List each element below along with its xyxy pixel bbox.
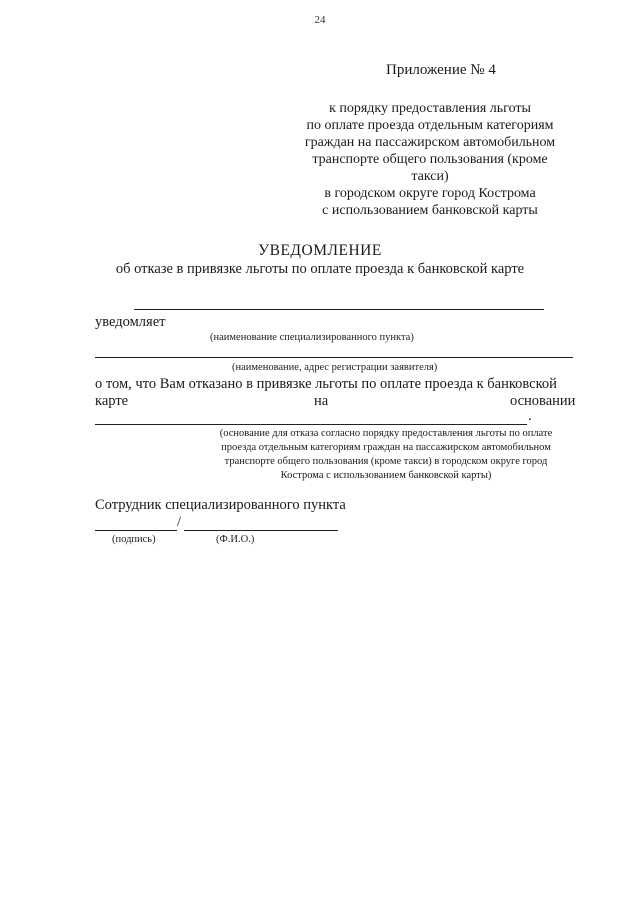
point-name-hint: (наименование специализированного пункта) — [210, 332, 414, 343]
basis-hint — [196, 427, 576, 483]
refusal-word-card: карте — [95, 393, 129, 409]
basis-line — [95, 424, 527, 425]
appendix-description-line: транспорте общего пользования (кроме — [312, 152, 548, 167]
page-number: 24 — [314, 14, 326, 26]
fio-hint: (Ф.И.О.) — [216, 534, 255, 545]
basis-hint-line: транспорте общего пользования (кроме такси) в городском округе город — [224, 456, 548, 467]
signature-hint: (подпись) — [112, 534, 156, 545]
basis-hint-line: проезда отдельным категориям граждан на пассажирском автомобильном — [221, 442, 551, 453]
appendix-title: Приложение № 4 — [386, 62, 496, 78]
signature-slash: / — [177, 514, 182, 530]
employee-label: Сотрудник специализированного пункта — [95, 497, 346, 513]
notice-subtitle: об отказе в привязке льготы по оплате проезда к банковской карте — [115, 261, 525, 277]
point-name-line — [134, 309, 544, 310]
applicant-line — [95, 357, 573, 358]
refusal-word-on: на — [314, 393, 329, 409]
appendix-description — [280, 100, 580, 219]
basis-hint-line: (основание для отказа согласно порядку предоставления льготы по оплате — [219, 428, 553, 439]
refusal-word-basis: основании — [510, 393, 576, 409]
basis-line-period: . — [528, 408, 532, 424]
fio-line — [184, 530, 338, 531]
applicant-hint: (наименование, адрес регистрации заявителя) — [232, 362, 438, 373]
notice-title: УВЕДОМЛЕНИЕ — [258, 242, 382, 259]
appendix-description-line: в городском округе город Кострома — [324, 186, 536, 201]
appendix-description-line: по оплате проезда отдельным категориям — [306, 118, 554, 133]
signature-line — [95, 530, 177, 531]
appendix-description-line: такси) — [411, 169, 449, 184]
notifies-label: уведомляет — [95, 314, 166, 330]
refusal-text-line: о том, что Вам отказано в привязке льготы по оплате проезда к банковской — [95, 376, 557, 392]
appendix-description-line: граждан на пассажирском автомобильном — [304, 135, 556, 150]
appendix-description-line: к порядку предоставления льготы — [329, 101, 531, 116]
appendix-description-line: с использованием банковской карты — [322, 203, 538, 218]
basis-hint-line: Кострома с использованием банковской карты) — [280, 470, 492, 481]
